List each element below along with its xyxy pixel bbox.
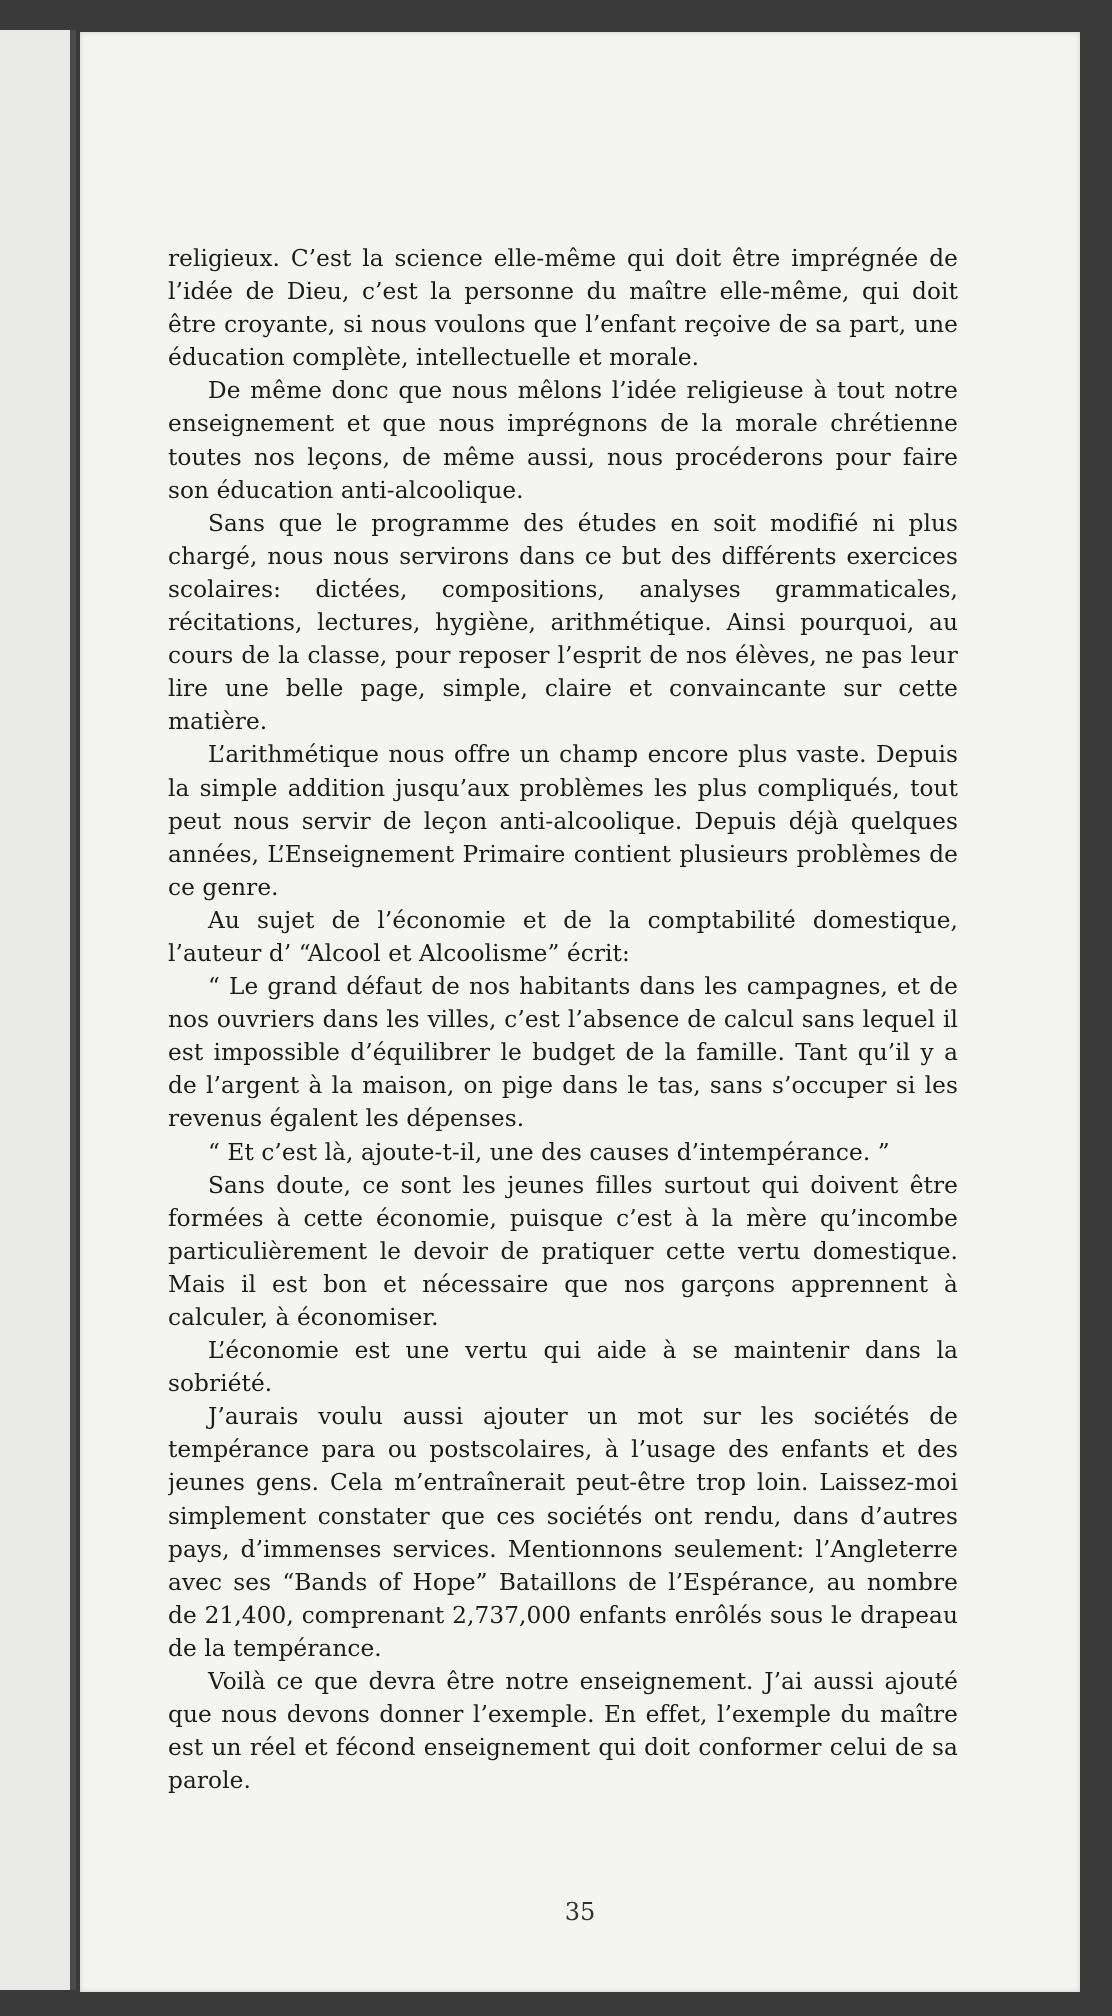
paragraph: De même donc que nous mêlons l’idée religieuse à tout notre enseignement et que nous imprégnons de la morale chrétienne toutes nos leçons, de même aussi, nous procéderons pour faire son éducation anti-alcoolique. [168, 377, 958, 504]
paragraph: J’aurais voulu aussi ajouter un mot sur les sociétés de tempérance para ou postscolaires, à l’usage des enfants et des jeunes gens. Cela m’entraînerait peut-être trop loin. Laissez-moi simplement constater que ces sociétés ont rendu, dans d’autres pays, d’immenses services. Mentionnons seulement: l’Angleterre avec ses “Bands of Hope” Bataillons de l’Espérance, au nombre de 21,400, comprenant 2,737,000 enfants enrôlés sous le drapeau de la tempérance. [168, 1403, 958, 1662]
body-text [168, 242, 958, 1862]
paragraph: “ Et c’est là, ajoute-t-il, une des causes d’intempérance. ” [208, 1138, 890, 1166]
paragraph: L’économie est une vertu qui aide à se maintenir dans la sobriété. [168, 1337, 958, 1398]
paragraph: L’arithmétique nous offre un champ encore plus vaste. Depuis la simple addition jusqu’aux problèmes les plus compliqués, tout peut nous servir de leçon anti-alcoolique. Depuis déjà quelques années, L’Enseignement Primaire contient plusieurs problèmes de ce genre. [168, 741, 958, 901]
book-page [80, 32, 1080, 1992]
page-number: 35 [564, 1898, 596, 1926]
facing-page-edge [0, 30, 76, 1990]
paragraph: religieux. C’est la science elle-même qui doit être imprégnée de l’idée de Dieu, c’est la personne du maître elle-même, qui doit être croyante, si nous voulons que l’enfant reçoive de sa part, une éducation complète, intellectuelle et morale. [168, 245, 958, 372]
paragraph: Voilà ce que devra être notre enseignement. J’ai aussi ajouté que nous devons donner l’exemple. En effet, l’exemple du maître est un réel et fécond enseignement qui doit conformer celui de sa parole. [168, 1668, 958, 1795]
paragraph: Sans que le programme des études en soit modifié ni plus chargé, nous nous servirons dans ce but des différents exercices scolaires: dictées, compositions, analyses grammaticales, récitations, lectures, hygiène, arithmétique. Ainsi pourquoi, au cours de la classe, pour reposer l’esprit de nos élèves, ne pas leur lire une belle page, simple, claire et convaincante sur cette matière. [168, 509, 958, 736]
paragraph: Sans doute, ce sont les jeunes filles surtout qui doivent être formées à cette économie, puisque c’est à la mère qu’incombe particulièrement le devoir de pratiquer cette vertu domestique. Mais il est bon et nécessaire que nos garçons apprennent à calculer, à économiser. [168, 1171, 958, 1331]
paragraph: “ Le grand défaut de nos habitants dans les campagnes, et de nos ouvriers dans les villes, c’est l’absence de calcul sans lequel il est impossible d’équilibrer le budget de la famille. Tant qu’il y a de l’argent à la maison, on pige dans le tas, sans s’occuper si les revenus égalent les dépenses. [168, 973, 958, 1133]
paragraph: Au sujet de l’économie et de la comptabilité domestique, l’auteur d’ “Alcool et Alcoolisme” écrit: [168, 906, 958, 967]
